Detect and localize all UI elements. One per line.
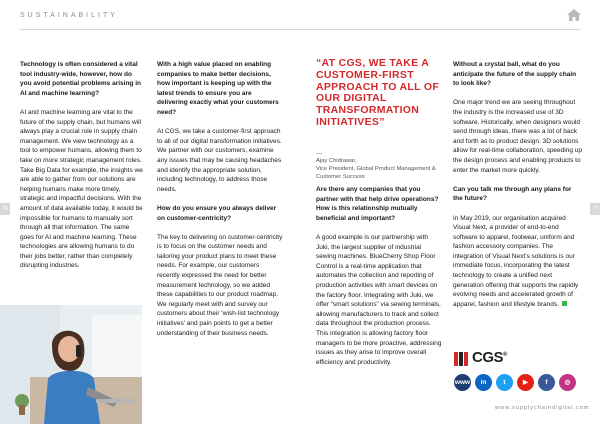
question-4: Are there any companies that you partner with that help drive operations? How is this relationship mutually beneficial and important?: [316, 186, 439, 222]
page-number-right: 77: [590, 203, 600, 215]
header-divider: [20, 29, 580, 30]
twitter-icon[interactable]: t: [496, 374, 513, 391]
home-icon[interactable]: [566, 8, 582, 22]
quote-dash: —: [316, 151, 322, 157]
article-column-3: [316, 185, 443, 367]
youtube-icon[interactable]: ▶: [517, 374, 534, 391]
question-5: Without a crystal ball, what do you anticipate the future of the supply chain to look like?: [453, 61, 577, 88]
end-mark-icon: [562, 301, 567, 306]
website-link[interactable]: www.supplychaindigital.com: [495, 405, 590, 411]
quote-attribution: [316, 158, 446, 181]
question-3: How do you ensure you always deliver on customer-centricity?: [157, 204, 277, 222]
cgs-logo-mark-icon: [454, 350, 470, 368]
linkedin-icon[interactable]: in: [475, 374, 492, 391]
section-label: SUSTAINABILITY: [20, 12, 118, 19]
page-number-left: 76: [0, 203, 10, 215]
answer-5: One major trend we are seeing throughout the industry is the increased use of 3D software. Historically, when designers would send through ideas, there was a lot of back and forth as to product design. 3D solutions allow for real-time collaboration, speeding up the design process and enabling products to enter the market more quickly.: [453, 99, 582, 174]
facebook-icon[interactable]: f: [538, 374, 555, 391]
answer-6: In May 2019, our organisation acquired Visual Next, a provider of end-to-end software to apparel, footwear, uniform and fashion accessory companies. The integration of Visual Next’s solutions is our immediate focus, incorporating the latest technology to create a unified next generation offering that supports the rapidly evolving needs and accelerated growth of apparel, fashion and lifestyle brands.: [453, 214, 579, 308]
answer-2: At CGS, we take a customer-first approach to all of our digital transformation initiatives. We partner with our customers, examine any issues that may be causing headaches and identify the appropriate solution, including technology, to address those needs.: [157, 128, 282, 193]
page-header: [0, 0, 600, 32]
article-column-2: [157, 60, 283, 338]
quote-author-role: Vice President, Global Product Management & Customer Success: [316, 165, 436, 180]
question-1: Technology is often considered a vital tool industry-wide, however, how do you avoid potential problems arising in AI and machine learning?: [20, 61, 141, 97]
article-column-4: [453, 60, 583, 309]
article-column-1: [20, 60, 144, 271]
instagram-icon[interactable]: ◎: [559, 374, 576, 391]
answer-1: AI and machine learning are vital to the future of the supply chain, but humans will always play a crucial role in supply chain management. We view technology as a tool to empower humans, allowing them to take on more strategic management roles. Take Big Data for example, the insights we are able to gather from our solutions are helping humans make more timely, strategic and impactful decisions. With the amount of data available today, it would be impossible for humans to manually sort through all that information. The same goes for AI and machine learning. These technologies are allowing humans to do their jobs better, rather than completely disrupting industries.: [20, 108, 143, 270]
woman-on-phone-photo: [0, 305, 142, 424]
pull-quote: “AT CGS, WE TAKE A CUSTOMER-FIRST APPROACH TO ALL OF OUR DIGITAL TRANSFORMATION INITIATIVES”: [316, 57, 440, 128]
web-icon[interactable]: www: [454, 374, 471, 391]
answer-3: The key to delivering on customer-centricity is to focus on the customer needs and tailoring your product plans to meet these needs. For example, our customers recently expressed the need for better measurement technology, so we added these capabilities to our product roadmap. We regularly meet with and survey our customers about their ‘wish-list technology initiatives’ and pain points to get a better understanding of their business needs.: [157, 233, 283, 337]
registered-mark: ®: [503, 352, 507, 358]
question-6: Can you talk me through any plans for the future?: [453, 185, 572, 203]
question-2: With a high value placed on enabling companies to make better decisions, how important is keeping up with the latest trends to ensure you are delivering exactly what your customers need?: [157, 61, 279, 116]
logo-text: CGS: [472, 349, 504, 366]
quote-author-name: Ajay Chidrawar,: [316, 158, 357, 164]
answer-4: A good example is our partnership with Juki, the largest supplier of industrial sewing machines. BlueCherry Shop Floor Control is a real-time application that automates the collection and reporting of production activities with smart devices on the factory floor. Integrating with Juki, we offer “smart solutions” via sewing terminals, allowing manufacturers to track and collect data throughout the production process. This integration is allowing factory floor managers to be more proactive, addressing issues as they arise to improve overall efficiency and productivity.: [316, 233, 442, 366]
